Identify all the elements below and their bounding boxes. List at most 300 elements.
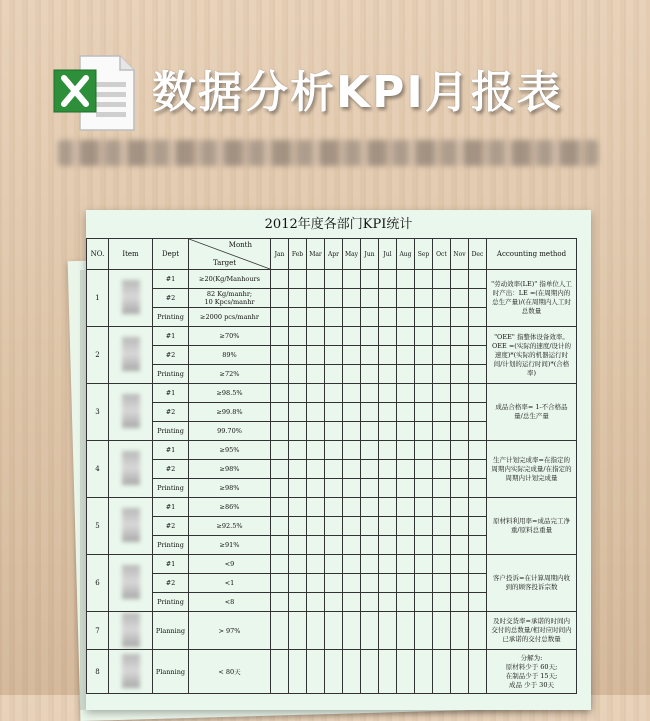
dept-cell: #2 [153, 574, 189, 593]
month-value-cell [307, 479, 325, 498]
dept-cell: Printing [153, 422, 189, 441]
dept-cell: Printing [153, 536, 189, 555]
kpi-table [86, 238, 577, 694]
month-value-cell [469, 327, 487, 346]
month-value-cell [397, 441, 415, 460]
dept-cell: #2 [153, 346, 189, 365]
month-value-cell [415, 574, 433, 593]
month-value-cell [451, 308, 469, 327]
month-value-cell [451, 384, 469, 403]
month-value-cell [289, 593, 307, 612]
month-value-cell [271, 403, 289, 422]
table-row [87, 498, 577, 517]
month-value-cell [307, 498, 325, 517]
month-value-cell [307, 289, 325, 308]
month-value-cell [289, 384, 307, 403]
month-value-cell [469, 384, 487, 403]
item-cell-blurred [109, 650, 153, 694]
month-value-cell [469, 536, 487, 555]
month-value-cell [379, 384, 397, 403]
month-value-cell [361, 270, 379, 289]
col-dec: Dec [469, 239, 487, 270]
month-label: Month [228, 241, 252, 249]
month-value-cell [415, 479, 433, 498]
month-value-cell [433, 270, 451, 289]
month-value-cell [289, 460, 307, 479]
month-value-cell [451, 612, 469, 650]
month-value-cell [289, 403, 307, 422]
month-value-cell [433, 403, 451, 422]
month-value-cell [325, 441, 343, 460]
month-value-cell [289, 441, 307, 460]
col-no: NO. [87, 239, 109, 270]
month-value-cell [415, 327, 433, 346]
target-cell: ≥86% [189, 498, 271, 517]
month-value-cell [469, 479, 487, 498]
month-value-cell [343, 574, 361, 593]
month-value-cell [397, 555, 415, 574]
month-value-cell [361, 555, 379, 574]
month-value-cell [271, 593, 289, 612]
month-value-cell [325, 403, 343, 422]
month-value-cell [433, 479, 451, 498]
month-value-cell [289, 574, 307, 593]
month-value-cell [451, 441, 469, 460]
row-number: 2 [87, 327, 109, 384]
month-value-cell [379, 479, 397, 498]
month-value-cell [307, 346, 325, 365]
col-sep: Sep [415, 239, 433, 270]
month-value-cell [451, 346, 469, 365]
target-label: Target [213, 259, 237, 267]
month-value-cell [397, 289, 415, 308]
month-value-cell [451, 403, 469, 422]
month-value-cell [325, 612, 343, 650]
month-value-cell [397, 308, 415, 327]
month-value-cell [271, 270, 289, 289]
target-cell: ≥99.8% [189, 403, 271, 422]
accounting-method-cell: 客户投诉=在计算周期内收到的顾客投诉宗数 [487, 555, 577, 612]
item-cell-blurred [109, 384, 153, 441]
month-value-cell [451, 555, 469, 574]
month-value-cell [415, 460, 433, 479]
month-value-cell [343, 650, 361, 694]
month-value-cell [307, 650, 325, 694]
month-value-cell [397, 479, 415, 498]
col-item: Item [109, 239, 153, 270]
target-cell: ≥72% [189, 365, 271, 384]
month-value-cell [343, 593, 361, 612]
month-value-cell [469, 517, 487, 536]
dept-cell: #1 [153, 270, 189, 289]
target-cell: ≥2000 pcs/manhr [189, 308, 271, 327]
dept-cell: #1 [153, 555, 189, 574]
month-value-cell [415, 498, 433, 517]
dept-cell: #2 [153, 289, 189, 308]
row-number: 3 [87, 384, 109, 441]
month-value-cell [397, 422, 415, 441]
month-value-cell [361, 536, 379, 555]
month-value-cell [433, 422, 451, 441]
col-method: Accounting method [487, 239, 577, 270]
month-value-cell [397, 536, 415, 555]
target-cell: ≥20(Kg/Manhours [189, 270, 271, 289]
month-value-cell [271, 517, 289, 536]
month-value-cell [397, 270, 415, 289]
month-value-cell [469, 289, 487, 308]
month-value-cell [343, 498, 361, 517]
month-value-cell [415, 612, 433, 650]
month-value-cell [271, 536, 289, 555]
item-cell-blurred [109, 498, 153, 555]
redacted-item-image [122, 508, 140, 542]
target-cell: 99.70% [189, 422, 271, 441]
month-value-cell [325, 346, 343, 365]
month-value-cell [271, 384, 289, 403]
month-value-cell [361, 479, 379, 498]
month-value-cell [379, 346, 397, 365]
accounting-method-cell: "劳动效率(LE)" 指单位人工时产出：LE =(在周期内的总生产量)/(在周期内人工时总数量 [487, 270, 577, 327]
month-value-cell [361, 593, 379, 612]
month-value-cell [469, 650, 487, 694]
month-value-cell [325, 384, 343, 403]
row-number: 6 [87, 555, 109, 612]
target-cell: <1 [189, 574, 271, 593]
dept-cell: Planning [153, 650, 189, 694]
month-value-cell [433, 308, 451, 327]
month-value-cell [289, 327, 307, 346]
month-value-cell [271, 555, 289, 574]
month-value-cell [397, 612, 415, 650]
month-value-cell [415, 441, 433, 460]
col-oct: Oct [433, 239, 451, 270]
target-cell: 82 Kg/manhr; 10 Kpcs/manhr [189, 289, 271, 308]
dept-cell: #1 [153, 384, 189, 403]
month-value-cell [379, 422, 397, 441]
excel-file-icon [50, 52, 136, 132]
month-value-cell [379, 574, 397, 593]
col-apr: Apr [325, 239, 343, 270]
month-value-cell [433, 517, 451, 536]
col-may: May [343, 239, 361, 270]
col-jul: Jul [379, 239, 397, 270]
month-value-cell [433, 346, 451, 365]
month-value-cell [289, 365, 307, 384]
month-value-cell [415, 650, 433, 694]
month-value-cell [343, 365, 361, 384]
month-value-cell [343, 346, 361, 365]
month-value-cell [451, 536, 469, 555]
month-value-cell [343, 441, 361, 460]
table-row [87, 650, 577, 694]
month-value-cell [307, 365, 325, 384]
month-value-cell [379, 289, 397, 308]
month-value-cell [379, 612, 397, 650]
month-value-cell [397, 460, 415, 479]
month-value-cell [415, 517, 433, 536]
dept-cell: Printing [153, 593, 189, 612]
row-number: 1 [87, 270, 109, 327]
month-value-cell [361, 574, 379, 593]
target-cell: 89% [189, 346, 271, 365]
dept-cell: #2 [153, 403, 189, 422]
month-value-cell [271, 441, 289, 460]
month-value-cell [451, 365, 469, 384]
target-cell: ≥92.5% [189, 517, 271, 536]
month-value-cell [361, 612, 379, 650]
month-value-cell [361, 289, 379, 308]
dept-cell: Planning [153, 612, 189, 650]
month-value-cell [397, 574, 415, 593]
month-value-cell [397, 365, 415, 384]
month-value-cell [361, 308, 379, 327]
month-value-cell [379, 650, 397, 694]
month-value-cell [451, 422, 469, 441]
month-value-cell [451, 593, 469, 612]
month-value-cell [307, 593, 325, 612]
dept-cell: #2 [153, 517, 189, 536]
accounting-method-cell: 及时交货率=承诺的时间内交付的总数量/相对应时间内已承诺的交付总数量 [487, 612, 577, 650]
month-value-cell [325, 555, 343, 574]
month-value-cell [343, 327, 361, 346]
month-value-cell [307, 612, 325, 650]
month-value-cell [325, 308, 343, 327]
month-value-cell [307, 536, 325, 555]
month-value-cell [379, 555, 397, 574]
col-jun: Jun [361, 239, 379, 270]
month-value-cell [451, 517, 469, 536]
month-value-cell [271, 479, 289, 498]
month-value-cell [469, 403, 487, 422]
month-value-cell [415, 270, 433, 289]
month-value-cell [433, 650, 451, 694]
month-value-cell [307, 422, 325, 441]
month-value-cell [271, 346, 289, 365]
redacted-item-image [122, 654, 140, 688]
redacted-item-image [122, 394, 140, 428]
month-value-cell [271, 650, 289, 694]
month-value-cell [469, 612, 487, 650]
redacted-item-image [122, 565, 140, 599]
month-value-cell [415, 593, 433, 612]
month-value-cell [469, 555, 487, 574]
month-value-cell [325, 517, 343, 536]
month-value-cell [433, 460, 451, 479]
month-value-cell [451, 574, 469, 593]
month-value-cell [361, 460, 379, 479]
month-value-cell [415, 289, 433, 308]
month-value-cell [289, 517, 307, 536]
month-value-cell [289, 346, 307, 365]
month-value-cell [271, 327, 289, 346]
target-cell: ≥98% [189, 460, 271, 479]
month-value-cell [307, 270, 325, 289]
col-nov: Nov [451, 239, 469, 270]
month-value-cell [325, 289, 343, 308]
month-value-cell [271, 308, 289, 327]
month-value-cell [325, 479, 343, 498]
col-month-target [189, 239, 271, 270]
month-value-cell [433, 441, 451, 460]
target-cell: <8 [189, 593, 271, 612]
month-value-cell [325, 574, 343, 593]
month-value-cell [343, 403, 361, 422]
month-value-cell [397, 346, 415, 365]
col-mar: Mar [307, 239, 325, 270]
accounting-method-cell: 生产计划完成率=在指定的周期内实际完成量/在指定的周期内计划完成量 [487, 441, 577, 498]
month-value-cell [469, 346, 487, 365]
row-number: 5 [87, 498, 109, 555]
month-value-cell [289, 555, 307, 574]
month-value-cell [307, 327, 325, 346]
item-cell-blurred [109, 327, 153, 384]
month-value-cell [361, 365, 379, 384]
month-value-cell [415, 555, 433, 574]
month-value-cell [397, 593, 415, 612]
table-row [87, 384, 577, 403]
target-cell: ≥70% [189, 327, 271, 346]
month-value-cell [397, 517, 415, 536]
month-value-cell [451, 270, 469, 289]
dept-cell: Printing [153, 479, 189, 498]
month-value-cell [397, 327, 415, 346]
table-row [87, 612, 577, 650]
month-value-cell [361, 498, 379, 517]
month-value-cell [361, 346, 379, 365]
kpi-sheet [86, 210, 591, 710]
page-headline: 数据分析KPI月报表 [152, 67, 563, 118]
month-value-cell [307, 517, 325, 536]
month-value-cell [415, 365, 433, 384]
dept-cell: Printing [153, 308, 189, 327]
month-value-cell [469, 441, 487, 460]
month-value-cell [469, 270, 487, 289]
month-value-cell [361, 327, 379, 346]
month-value-cell [379, 593, 397, 612]
month-value-cell [451, 289, 469, 308]
month-value-cell [397, 498, 415, 517]
month-value-cell [271, 422, 289, 441]
redacted-item-image [122, 337, 140, 371]
month-value-cell [289, 536, 307, 555]
month-value-cell [469, 422, 487, 441]
month-value-cell [397, 384, 415, 403]
month-value-cell [343, 460, 361, 479]
table-row [87, 270, 577, 289]
month-value-cell [361, 650, 379, 694]
month-value-cell [271, 365, 289, 384]
month-value-cell [469, 460, 487, 479]
month-value-cell [343, 555, 361, 574]
item-cell-blurred [109, 270, 153, 327]
month-value-cell [451, 460, 469, 479]
dept-cell: #1 [153, 441, 189, 460]
target-cell: ≥95% [189, 441, 271, 460]
row-number: 8 [87, 650, 109, 694]
month-value-cell [361, 384, 379, 403]
month-value-cell [271, 289, 289, 308]
month-value-cell [379, 517, 397, 536]
month-value-cell [433, 574, 451, 593]
month-value-cell [343, 384, 361, 403]
month-value-cell [433, 593, 451, 612]
col-feb: Feb [289, 239, 307, 270]
accounting-method-cell: 原材料利用率=成品完工净重/原料总重量 [487, 498, 577, 555]
col-jan: Jan [271, 239, 289, 270]
month-value-cell [289, 479, 307, 498]
month-value-cell [325, 650, 343, 694]
month-value-cell [289, 270, 307, 289]
month-value-cell [307, 384, 325, 403]
month-value-cell [469, 498, 487, 517]
month-value-cell [289, 650, 307, 694]
header-row [87, 239, 577, 270]
month-value-cell [415, 384, 433, 403]
redacted-item-image [122, 613, 140, 647]
target-cell: ≥91% [189, 536, 271, 555]
month-value-cell [307, 308, 325, 327]
table-row [87, 327, 577, 346]
month-value-cell [343, 308, 361, 327]
month-value-cell [307, 441, 325, 460]
table-body [87, 270, 577, 694]
month-value-cell [415, 422, 433, 441]
month-value-cell [379, 270, 397, 289]
month-value-cell [433, 327, 451, 346]
month-value-cell [415, 403, 433, 422]
month-value-cell [379, 403, 397, 422]
month-value-cell [343, 270, 361, 289]
month-value-cell [379, 536, 397, 555]
month-value-cell [379, 308, 397, 327]
month-value-cell [415, 308, 433, 327]
month-value-cell [307, 555, 325, 574]
month-value-cell [289, 422, 307, 441]
month-value-cell [325, 270, 343, 289]
month-value-cell [289, 289, 307, 308]
month-value-cell [379, 441, 397, 460]
item-cell-blurred [109, 612, 153, 650]
month-value-cell [289, 612, 307, 650]
month-value-cell [325, 460, 343, 479]
row-number: 7 [87, 612, 109, 650]
redacted-item-image [122, 451, 140, 485]
target-cell: > 97% [189, 612, 271, 650]
col-dept: Dept [153, 239, 189, 270]
item-cell-blurred [109, 555, 153, 612]
sheet-title: 2012年度各部门KPI统计 [264, 217, 413, 232]
month-value-cell [469, 365, 487, 384]
month-value-cell [325, 536, 343, 555]
dept-cell: Printing [153, 365, 189, 384]
month-value-cell [289, 308, 307, 327]
month-value-cell [451, 479, 469, 498]
dept-cell: #1 [153, 327, 189, 346]
month-value-cell [451, 327, 469, 346]
col-aug: Aug [397, 239, 415, 270]
redacted-item-image [122, 280, 140, 314]
month-value-cell [343, 289, 361, 308]
target-cell: ≥98.5% [189, 384, 271, 403]
accounting-method-cell: 分解为: 原材料少于 60天; 在制品少于 15天; 成品 少于 30天 [487, 650, 577, 694]
table-row [87, 555, 577, 574]
month-value-cell [433, 384, 451, 403]
month-value-cell [271, 498, 289, 517]
month-value-cell [307, 403, 325, 422]
month-value-cell [325, 365, 343, 384]
month-value-cell [433, 612, 451, 650]
month-value-cell [433, 498, 451, 517]
